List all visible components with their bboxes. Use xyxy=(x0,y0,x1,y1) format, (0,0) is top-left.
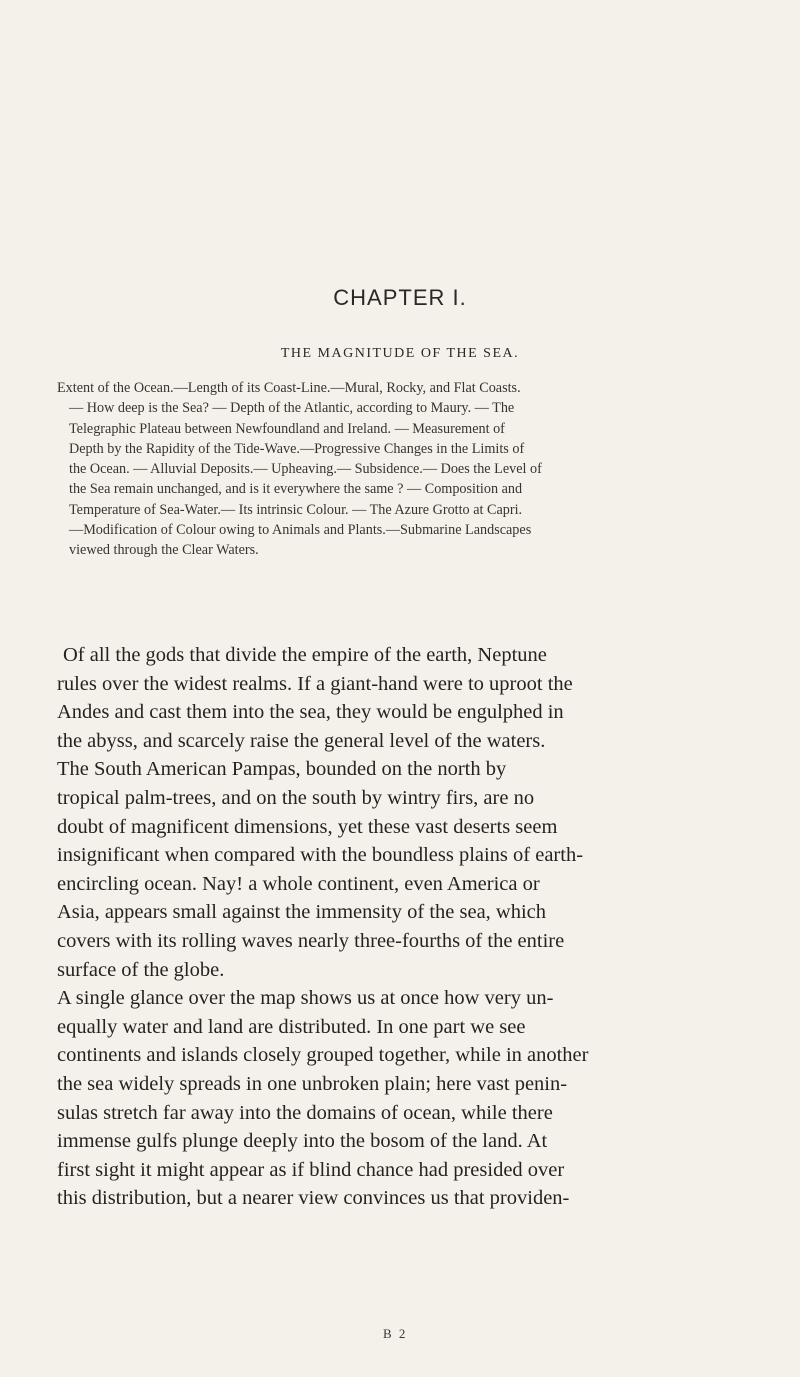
synopsis-line: viewed through the Clear Waters. xyxy=(69,542,259,559)
body-line: the sea widely spreads in one unbroken plain; here vast penin- xyxy=(57,1072,568,1095)
body-line: Asia, appears small against the immensity of the sea, which xyxy=(57,901,547,924)
body-line: first sight it might appear as if blind chance had presided over xyxy=(57,1158,565,1181)
chapter-heading: CHAPTER I. xyxy=(333,285,467,310)
body-line: immense gulfs plunge deeply into the bosom of the land. At xyxy=(57,1130,548,1153)
body-line: The South American Pampas, bounded on the north by xyxy=(57,758,507,781)
body-line: tropical palm-trees, and on the south by wintry firs, are no xyxy=(57,786,535,809)
synopsis-line: Telegraphic Plateau between Newfoundland and Ireland. — Measurement of xyxy=(69,420,505,437)
body-line: encircling ocean. Nay! a whole continent, even America or xyxy=(57,872,540,895)
chapter-body xyxy=(57,641,747,1213)
synopsis-line: — How deep is the Sea? — Depth of the Atlantic, according to Maury. — The xyxy=(69,400,515,417)
body-line: insignificant when compared with the boundless plains of earth- xyxy=(57,844,584,867)
body-line: continents and islands closely grouped together, while in another xyxy=(57,1044,589,1067)
synopsis-line: the Ocean. — Alluvial Deposits.— Upheaving.— Subsidence.— Does the Level of xyxy=(69,461,542,478)
body-line: surface of the globe. xyxy=(57,958,225,981)
body-line: A single glance over the map shows us at once how very un- xyxy=(57,987,554,1010)
synopsis-line: Temperature of Sea-Water.— Its intrinsic Colour. — The Azure Grotto at Capri. xyxy=(69,501,523,518)
synopsis-line: Depth by the Rapidity of the Tide-Wave.—Progressive Changes in the Limits of xyxy=(69,440,525,457)
body-line: Of all the gods that divide the empire of the earth, Neptune xyxy=(63,644,547,666)
body-line: Andes and cast them into the sea, they would be engulphed in xyxy=(57,701,564,724)
synopsis-line: the Sea remain unchanged, and is it everywhere the same ? — Composition and xyxy=(69,481,523,498)
synopsis-line: —Modification of Colour owing to Animals and Plants.—Submarine Landscapes xyxy=(69,522,532,539)
body-line: equally water and land are distributed. In one part we see xyxy=(57,1015,526,1038)
body-line: doubt of magnificent dimensions, yet these vast deserts seem xyxy=(57,815,558,838)
chapter-title: THE MAGNITUDE OF THE SEA. xyxy=(280,346,520,361)
signature-mark: B 2 xyxy=(383,1326,408,1341)
body-line: the abyss, and scarcely raise the general level of the waters. xyxy=(57,729,546,752)
synopsis-line: Extent of the Ocean.—Length of its Coast-Line.—Mural, Rocky, and Flat Coasts. xyxy=(57,380,521,396)
body-line: sulas stretch far away into the domains of ocean, while there xyxy=(57,1101,553,1124)
body-line: this distribution, but a nearer view convinces us that providen- xyxy=(57,1187,570,1210)
chapter-synopsis xyxy=(57,378,741,561)
body-line: covers with its rolling waves nearly three-fourths of the entire xyxy=(57,929,565,952)
body-line: rules over the widest realms. If a giant-hand were to uproot the xyxy=(57,672,573,695)
